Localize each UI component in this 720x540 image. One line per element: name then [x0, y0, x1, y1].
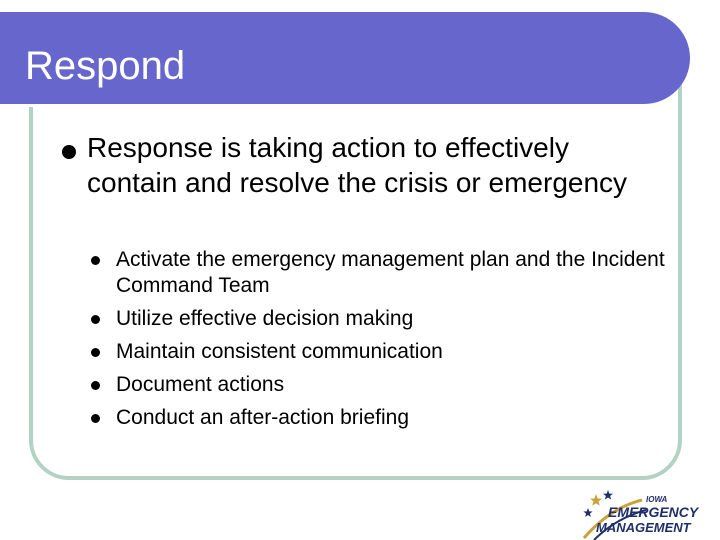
logo-text-emergency: EMERGENCY	[608, 504, 699, 520]
sub-bullet-icon	[91, 381, 100, 390]
title-bar	[0, 12, 690, 104]
sub-bullet-text: Conduct an after-action briefing	[116, 406, 410, 429]
slide-title: Respond	[25, 44, 186, 88]
iowa-emergency-management-logo	[580, 488, 720, 540]
logo-star-icon	[583, 508, 592, 517]
sub-bullet-text: Maintain consistent communication	[116, 340, 443, 363]
sub-bullet-text: Utilize effective decision making	[116, 307, 414, 330]
sub-bullet-icon	[91, 348, 100, 357]
title-underline	[0, 104, 636, 107]
main-bullet-icon	[62, 145, 76, 159]
logo-star-icon	[603, 490, 613, 500]
logo-text-management: MANAGEMENT	[596, 520, 691, 535]
logo-star-icon	[590, 494, 602, 506]
sub-bullet-icon	[91, 315, 100, 324]
sub-bullet-text: Document actions	[116, 373, 285, 396]
logo-text-iowa: IOWA	[646, 495, 668, 504]
main-bullet-text: Response is taking action to effectively contain and resolve the crisis or emergency	[87, 132, 628, 198]
sub-bullet-icon	[91, 256, 100, 265]
sub-bullet-icon	[91, 414, 100, 423]
sub-bullet-text: Activate the emergency management plan and the Incident Command Team	[116, 248, 665, 297]
